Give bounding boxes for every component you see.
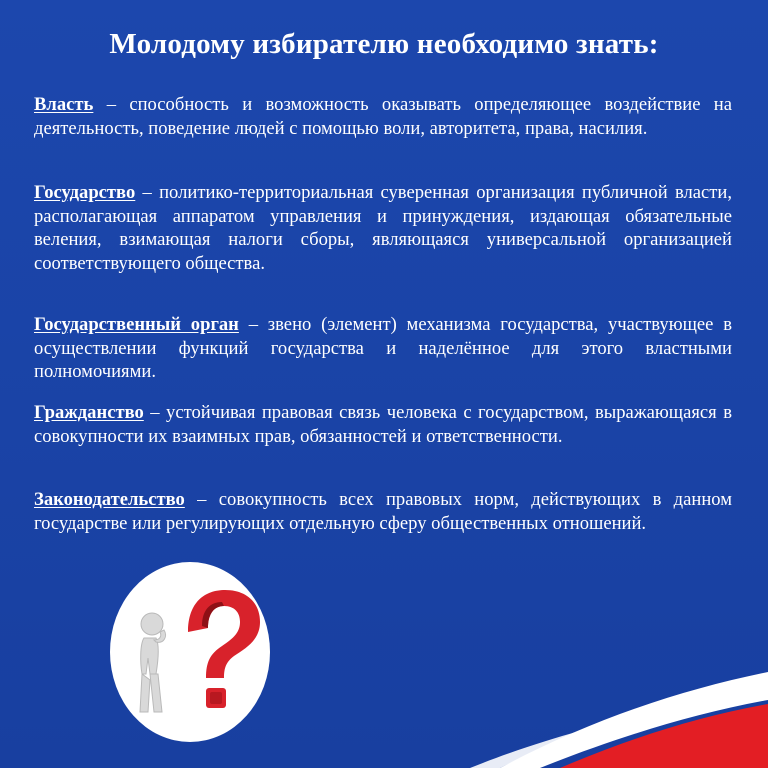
definition-text: – звено (элемент) механизма государства, участвующее в осуществлении функций государства и наделённое для этого властными полномочиями. (34, 314, 732, 382)
definition-vlast (34, 93, 732, 140)
definition-zakonodatelstvo (34, 488, 732, 535)
definition-term: Государственный орган (34, 314, 239, 335)
red-stripe (560, 704, 768, 768)
definition-grazhdanstvo (34, 401, 732, 448)
question-mark-icon (188, 590, 260, 678)
definition-text: – устойчивая правовая связь человека с государством, выражающаяся в совокупности их взаимных прав, обязанностей и ответственности. (34, 402, 732, 447)
definition-gosudarstvo (34, 181, 732, 275)
definition-text: – способность и возможность оказывать определяющее воздействие на деятельность, поведение людей с помощью воли, авторитета, права, насилия. (34, 94, 732, 139)
definition-term: Государство (34, 182, 136, 203)
definition-term: Законодательство (34, 489, 185, 510)
figure-with-question-mark-icon (110, 562, 270, 742)
definition-term: Власть (34, 94, 94, 115)
white-stripe (500, 672, 768, 768)
page-title: Молодому избирателю необходимо знать: (109, 28, 659, 60)
question-figure-svg (110, 562, 270, 742)
definition-text: – совокупность всех правовых норм, действующих в данном государстве или регулирующих отдельную сферу общественных отношений. (34, 489, 732, 534)
definition-text: – политико-территориальная суверенная организация публичной власти, располагающая аппаратом управления и принуждения, издающая обязательные веления, взимающая налоги сборы, являющаяся универсальной организацией соответствующего общества. (34, 182, 732, 274)
definition-term: Гражданство (34, 402, 144, 423)
definition-gosudarstvennyi-organ (34, 313, 732, 384)
